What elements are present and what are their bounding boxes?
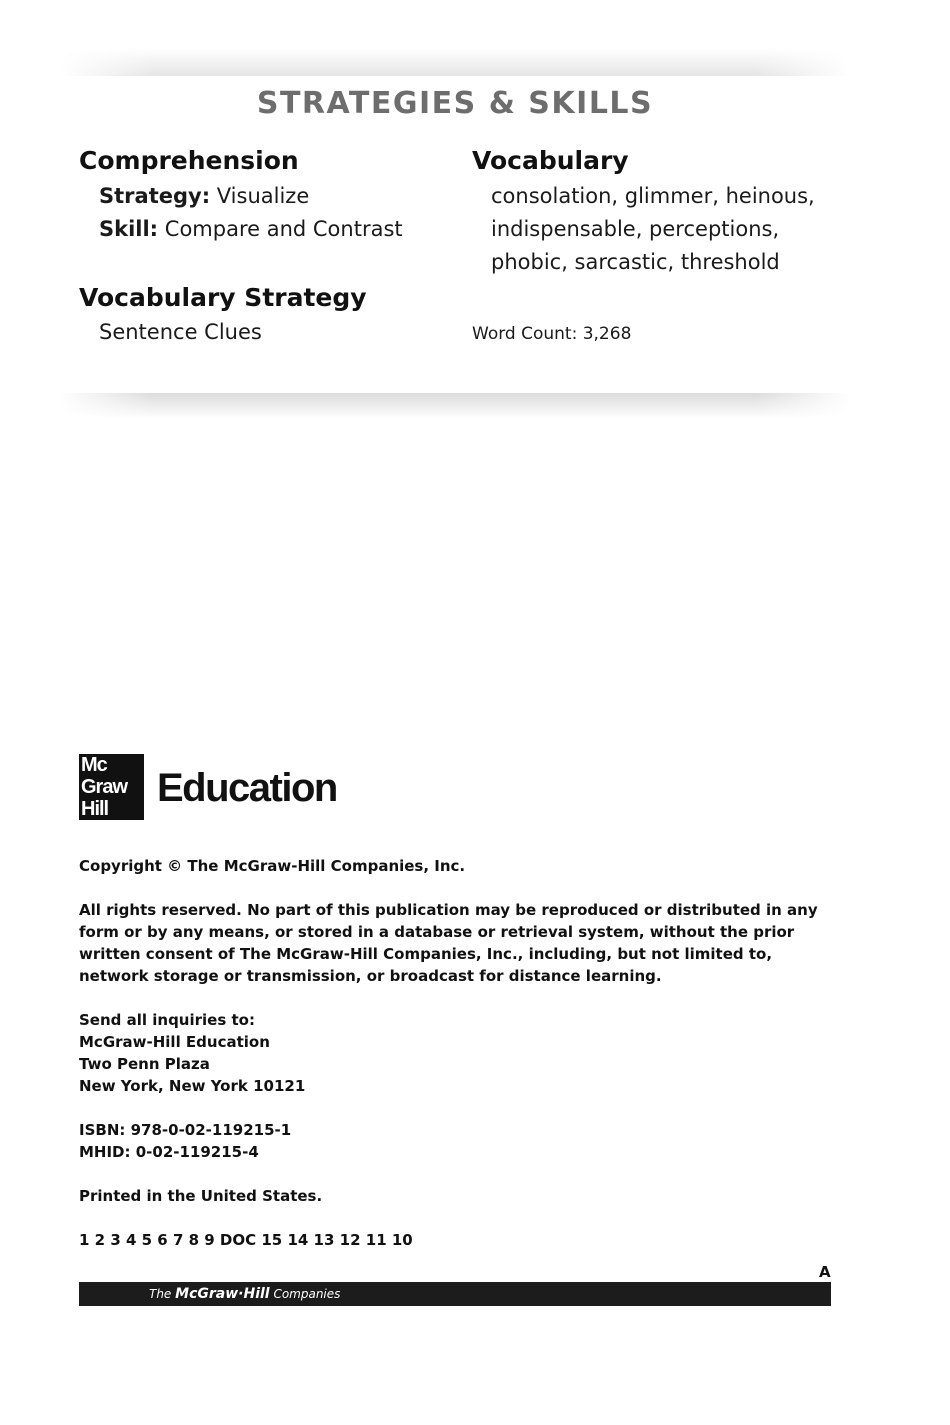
skill-label: Skill: (99, 217, 159, 241)
vocabulary-line-2: indispensable, perceptions, (491, 217, 780, 241)
copyright-text: Copyright © The McGraw-Hill Companies, Inc. (79, 857, 466, 875)
inquiries-line-2: McGraw-Hill Education (79, 1033, 270, 1051)
inquiries-block (79, 1009, 839, 1097)
copyright-line (79, 855, 839, 877)
rights-text: All rights reserved. No part of this publication may be reproduced or distributed in any form or by any means, or stored in a database or retrieval system, without the prior written consent of The McGraw-Hill Companies, Inc., including, but not limited to, network storage or transmission, or broadcast for distance learning. (79, 901, 818, 985)
strategy-value: Visualize (216, 184, 310, 208)
strategies-box-title: STRATEGIES & SKILLS (256, 86, 654, 121)
inquiries-line-1: Send all inquiries to: (79, 1011, 255, 1029)
rights-paragraph (79, 899, 839, 987)
footer-prefix: The (149, 1287, 172, 1301)
vocabulary-strategy-heading: Vocabulary Strategy (79, 283, 367, 312)
comprehension-heading: Comprehension (79, 146, 299, 175)
strategy-label: Strategy: (99, 184, 211, 208)
logo-mark-line-3: Hill (81, 798, 109, 820)
box-bottom-shadow (60, 393, 850, 419)
mcgraw-hill-logo-mark (79, 754, 144, 820)
footer-suffix: Companies (273, 1287, 341, 1301)
logo-mark-line-1: Mc (81, 754, 107, 776)
vocabulary-line-1: consolation, glimmer, heinous, (491, 184, 815, 208)
strategy-line (99, 184, 309, 208)
footer-brand-line (149, 1286, 340, 1302)
isbn-block (79, 1119, 839, 1163)
logo-wordmark: Education (157, 766, 337, 810)
vocabulary-line-3: phobic, sarcastic, threshold (491, 250, 780, 274)
printed-line (79, 1185, 839, 1207)
footer-bar (79, 1282, 831, 1306)
isbn: ISBN: 978-0-02-119215-1 (79, 1121, 292, 1139)
skill-line (99, 217, 403, 241)
word-count: Word Count: 3,268 (472, 324, 632, 344)
printed-text: Printed in the United States. (79, 1187, 323, 1205)
mhid: MHID: 0-02-119215-4 (79, 1143, 259, 1161)
skill-value: Compare and Contrast (164, 217, 403, 241)
inquiries-line-3: Two Penn Plaza (79, 1055, 210, 1073)
footer-brand: McGraw·Hill (175, 1286, 270, 1302)
vocabulary-strategy-value: Sentence Clues (99, 320, 262, 344)
inquiries-line-4: New York, New York 10121 (79, 1077, 306, 1095)
print-line-text: 1 2 3 4 5 6 7 8 9 DOC 15 14 13 12 11 10 (79, 1231, 413, 1249)
vocabulary-heading: Vocabulary (472, 146, 629, 175)
print-line (79, 1229, 839, 1251)
logo-mark-line-2: Graw (81, 776, 128, 798)
box-top-shadow (60, 48, 850, 76)
edition-letter: A (819, 1263, 831, 1281)
